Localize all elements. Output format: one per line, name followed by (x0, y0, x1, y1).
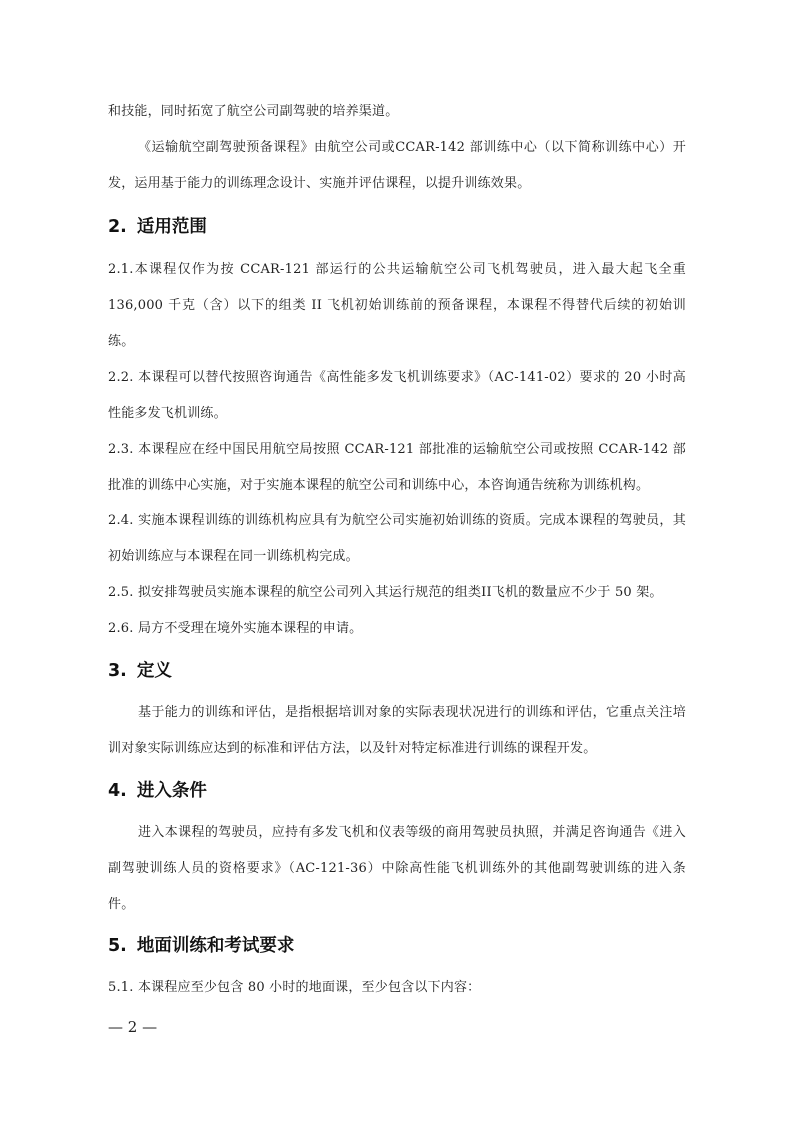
page-number: — 2 — (108, 1018, 158, 1036)
clause-2-6: 2.6. 局方不受理在境外实施本课程的申请。 (108, 621, 363, 636)
clause-2-3: 2.3. 本课程应在经中国民用航空局按照 CCAR-121 部批准的运输航空公司或按照 CCAR-142 部批准的训练中心实施，对于实施本课程的航空公司和训练中心，本咨询通告统称为训练机构。 (108, 442, 686, 493)
clause-2-5: 2.5. 拟安排驾驶员实施本课程的航空公司列入其运行规范的组类II飞机的数量应不少于 50 架。 (108, 585, 663, 600)
clause-2-4: 2.4. 实施本课程训练的训练机构应具有为航空公司实施初始训练的资质。完成本课程的驾驶员，其初始训练应与本课程在同一训练机构完成。 (108, 513, 686, 564)
section-number: 3. (108, 661, 127, 681)
section-title: 定义 (136, 661, 172, 681)
section-heading-scope (108, 215, 207, 239)
section-number: 2. (108, 217, 127, 237)
section-title: 地面训练和考试要求 (136, 936, 295, 956)
paragraph-intro-end: 和技能，同时拓宽了航空公司副驾驶的培养渠道。 (108, 104, 399, 119)
section-heading-entry-conditions (108, 779, 207, 803)
clause-2-2: 2.2. 本课程可以替代按照咨询通告《高性能多发飞机训练要求》（AC-141-02）要求的 20 小时高性能多发飞机训练。 (108, 370, 686, 421)
clause-5-1: 5.1. 本课程应至少包含 80 小时的地面课，至少包含以下内容： (108, 980, 481, 995)
definition-paragraph: 基于能力的训练和评估，是指根据培训对象的实际表现状况进行的训练和评估，它重点关注培训对象实际训练应达到的标准和评估方法，以及针对特定标准进行训练的课程开发。 (108, 705, 686, 756)
paragraph-course-development: 《运输航空副驾驶预备课程》由航空公司或CCAR-142 部训练中心（以下简称训练中心）开发，运用基于能力的训练理念设计、实施并评估课程，以提升训练效果。 (108, 140, 686, 191)
section-number: 5. (108, 936, 127, 956)
section-heading-ground-training (108, 934, 294, 958)
clause-2-1: 2.1.本课程仅作为按 CCAR-121 部运行的公共运输航空公司飞机驾驶员，进入最大起飞全重136,000 千克（含）以下的组类 II 飞机初始训练前的预备课程，本课程不得替代后续的初始训练。 (108, 262, 686, 349)
section-number: 4. (108, 781, 127, 801)
section-title: 进入条件 (136, 781, 207, 801)
section-heading-definitions (108, 659, 172, 683)
entry-conditions-paragraph: 进入本课程的驾驶员，应持有多发飞机和仪表等级的商用驾驶员执照，并满足咨询通告《进入副驾驶训练人员的资格要求》（AC-121-36）中除高性能飞机训练外的其他副驾驶训练的进入条件。 (108, 825, 686, 912)
section-title: 适用范围 (136, 217, 207, 237)
